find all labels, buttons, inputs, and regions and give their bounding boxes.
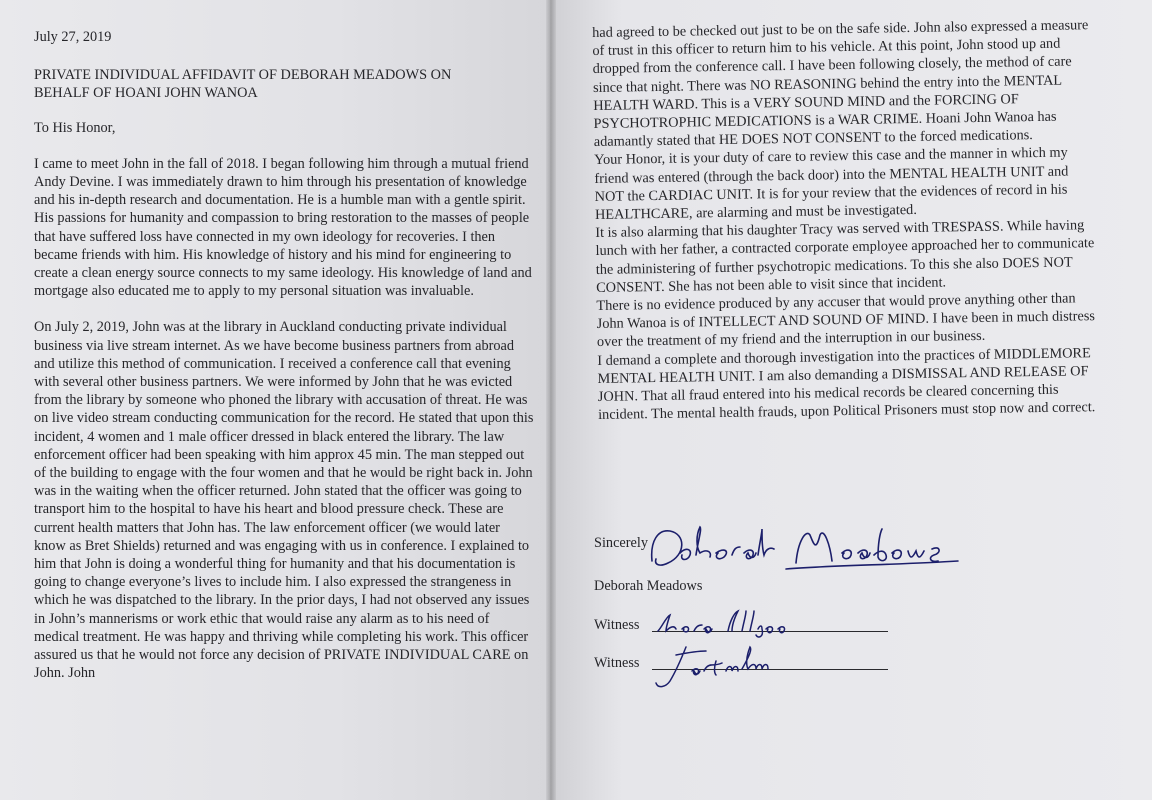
signer-name: Deborah Meadows xyxy=(594,578,703,594)
handwritten-signature xyxy=(646,521,966,577)
witness-signature-2 xyxy=(646,641,796,691)
salutation: To His Honor, xyxy=(34,119,116,136)
heading-line-1: PRIVATE INDIVIDUAL AFFIDAVIT OF DEBORAH MEADOWS ON xyxy=(34,67,452,84)
signature-block xyxy=(594,535,994,695)
right-page-text xyxy=(592,16,1098,424)
right-page xyxy=(550,0,1152,800)
heading-line-2: BEHALF OF HOANI JOHN WANOA xyxy=(34,85,258,102)
witness-signature-1 xyxy=(654,605,804,639)
letter-date: July 27, 2019 xyxy=(34,29,112,45)
paragraph-no-evidence: There is no evidence produced by any accuser that would prove anything other than John Wanoa is of INTELLECT AND SOUND OF MIND. I have been in much distress over the treatment of my friend and the interruption in our business. xyxy=(596,290,1096,351)
left-page-text xyxy=(34,28,534,683)
paragraph-introduction: I came to meet John in the fall of 2018. I began following him through a mutual friend Andy Devine. I was immediately drawn to him through his presentation of knowledge and his in-depth research and documentation. He is a humble man with a gentle spirit. His passions for humanity and compassion to bring restoration to the masses of people that have suffered loss have connected in my own ideology for recoveries. I then became friends with him. His knowledge of history and his mind for engineering to create a clean energy source connects to my same ideology. His knowledge of land and mortgage also educated me to apply to my personal situation was invaluable. xyxy=(34,155,532,300)
paragraph-incident: On July 2, 2019, John was at the library in Auckland conducting private individual business via live stream internet. As we have become business partners from abroad and utilize this method of communication. I received a conference call that evening with several other business partners. We were informed by John that he was evicted from the library by someone who phoned the library with accusation of threat. He was on live video stream conducting communication for the record. He stated that upon this incident, 4 women and 1 male officer dressed in black entered the library. The law enforcement officer had been speaking with him approx 45 min. The man stepped out of the building to engage with the four women and that he would be right back in. John was in the waiting when the officer returned. John stated that the officer was going to transport him to the hospital to have his heart and blood pressure check. These are current health matters that John has. The law enforcement officer (we would later know as Bret Shields) returned and was engaging with us in conference. I explained to him that John is doing a wonderful thing for humanity and that his documentation is going to change everyone’s lives to include him. I also expressed the strangeness in which he was dispatched to the library. In the prior days, I had not observed any issues in John’s mannerisms or work ethic that would raise any alarm as to his need of medical treatment. He was happy and thriving while completing his work. This officer assured us that he would not force any decision of PRIVATE INDIVIDUAL CARE on John. John xyxy=(34,319,534,682)
closing-sincerely: Sincerely xyxy=(594,535,648,551)
paragraph-trespass: It is also alarming that his daughter Tracy was served with TRESPASS. While having lunch with her father, a contracted corporate employee approached her to communicate the administering of further psychotropic medications. To this she also DOES NOT CONSENT. She has not been able to visit since that incident. xyxy=(595,217,1095,296)
paragraph-demand: I demand a complete and thorough investigation into the practices of MIDDLEMORE MENTAL HEALTH UNIT. I am also demanding a DISMISSAL AND RELEASE OF JOHN. That all fraud entered into his medical records be cleared concerning this incident. The mental health frauds, upon Political Prisoners must stop now and correct. xyxy=(597,344,1096,424)
witness-label-1: Witness xyxy=(594,617,640,633)
paragraph-duty-of-care: Your Honor, it is your duty of care to review this case and the manner in which my friend was entered (through the back door) into the MENTAL HEALTH UNIT and NOT the CARDIAC UNIT. It is for your review that the evidences of record in his HEALTHCARE, are alarming and must be investigated. xyxy=(594,144,1069,224)
witness-label-2: Witness xyxy=(594,655,640,671)
left-page xyxy=(0,0,552,800)
paragraph-continuation: had agreed to be checked out just to be on the safe side. John also expressed a measure of trust in this officer to return him to his vehicle. At this point, John stood up and dropped from the conference call. I have been following closely, the method of care since that night. There was NO REASONING behind the entry into the MENTAL HEALTH WARD. This is a VERY SOUND MIND and the FORCING OF PSYCHOTROPHIC MEDICATIONS is a WAR CRIME. Hoani John Wanoa has adamantly stated that HE DOES NOT CONSENT to the forced medications. xyxy=(592,17,1089,151)
page-gutter-fold xyxy=(546,0,556,800)
affidavit-heading xyxy=(34,66,534,102)
